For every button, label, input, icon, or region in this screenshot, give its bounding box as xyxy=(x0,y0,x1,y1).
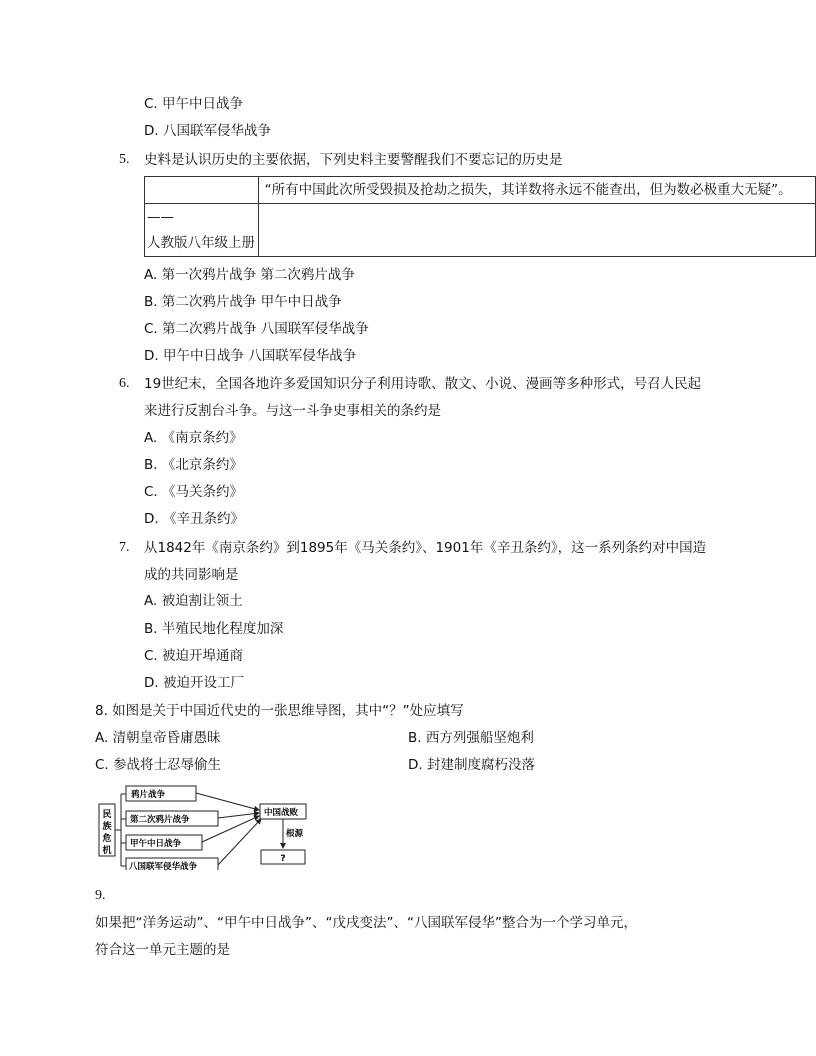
q9-stem-line1: 如果把“洋务运动”、“甲午中日战争”、“戊戌变法”、“八国联军侵华”整合为一个学习单元， xyxy=(95,915,637,931)
q4-option-d: D. 八国联军侵华战争 xyxy=(144,123,271,139)
q7-number: 7. xyxy=(119,540,130,555)
q4-option-c: C. 甲午中日战争 xyxy=(144,96,244,112)
q6-stem-line1: 19世纪末，全国各地许多爱国知识分子利用诗歌、散文、小说、漫画等多种形式，号召人民起 xyxy=(144,376,702,392)
q5-option-a: A. 第一次鸦片战争 第二次鸦片战争 xyxy=(144,267,355,283)
q8-root-label: 根源 xyxy=(286,829,304,839)
q8-unknown: ? xyxy=(280,854,286,864)
q8-war-4: 八国联军侵华战争 xyxy=(129,862,198,870)
q8-arrow-4 xyxy=(218,819,261,865)
q5-option-d: D. 甲午中日战争 八国联军侵华战争 xyxy=(144,348,357,364)
q8-war-1: 鸦片战争 xyxy=(131,790,166,800)
q7-stem-line2: 成的共同影响是 xyxy=(144,567,239,583)
q5-quote: “所有中国此次所受毁损及抢劫之损失，其详数将永远不能查出，但为数必极重大无疑”。 xyxy=(264,182,792,198)
q5-source-table xyxy=(144,176,816,257)
q6-option-d: D. 《辛丑条约》 xyxy=(144,511,244,527)
q5-option-b: B. 第二次鸦片战争 甲午中日战争 xyxy=(144,294,342,310)
q8-option-a: A. 清朝皇帝昏庸愚昧 xyxy=(95,730,221,746)
q5-source: 人教版八年级上册 xyxy=(147,235,255,251)
q8-brace xyxy=(115,794,126,866)
q8-arrow-3 xyxy=(202,816,259,842)
q8-option-d: D. 封建制度腐朽没落 xyxy=(408,757,535,773)
q8-left-label-char-2: 族 xyxy=(102,822,112,832)
q5-blank-cell xyxy=(258,204,815,257)
q5-table-empty-cell xyxy=(145,177,259,204)
q8-stem: 8. 如图是关于中国近代史的一张思维导图，其中“？”处应填写 xyxy=(95,703,464,719)
q8-war-3: 甲午中日战争 xyxy=(130,839,182,849)
q8-left-label-char-4: 机 xyxy=(102,846,112,856)
q6-number: 6. xyxy=(119,376,130,391)
q8-option-b: B. 西方列强船坚炮利 xyxy=(408,730,534,746)
q6-option-a: A. 《南京条约》 xyxy=(144,430,243,446)
q5-source-cell xyxy=(145,204,259,257)
q7-stem-line1: 从1842年《南京条约》到1895年《马关条约》、1901年《辛丑条约》，这一系列条约对中国造 xyxy=(144,540,707,556)
q8-mind-map xyxy=(95,780,315,874)
q5-option-c: C. 第二次鸦片战争 八国联军侵华战争 xyxy=(144,321,369,337)
q6-stem-line2: 来进行反割台斗争。与这一斗争史事相关的条约是 xyxy=(144,403,441,419)
q7-option-d: D. 被迫开设工厂 xyxy=(144,675,244,691)
q8-left-label-char-3: 危 xyxy=(102,834,112,844)
q9-stem-line2: 符合这一单元主题的是 xyxy=(95,942,230,958)
q7-option-c: C. 被迫开埠通商 xyxy=(144,648,244,664)
q8-option-c: C. 参战将士忍辱偷生 xyxy=(95,757,222,773)
q6-option-b: B. 《北京条约》 xyxy=(144,457,243,473)
q8-arrow-2 xyxy=(218,813,259,818)
q7-option-b: B. 半殖民地化程度加深 xyxy=(144,621,284,637)
q8-war-2: 第二次鸦片战争 xyxy=(130,815,190,825)
q6-option-c: C. 《马关条约》 xyxy=(144,484,244,500)
q8-result: 中国战败 xyxy=(264,808,299,818)
q9-number: 9. xyxy=(95,888,106,903)
q5-source-dash: —— xyxy=(147,209,174,225)
q5-quote-cell xyxy=(258,177,815,204)
q8-arrow-1 xyxy=(196,793,259,810)
q7-option-a: A. 被迫割让领土 xyxy=(144,593,243,609)
q5-stem: 史料是认识历史的主要依据，下列史料主要警醒我们不要忘记的历史是 xyxy=(144,152,563,168)
q5-number: 5. xyxy=(119,152,130,167)
q8-left-label-char-1: 民 xyxy=(102,810,112,820)
